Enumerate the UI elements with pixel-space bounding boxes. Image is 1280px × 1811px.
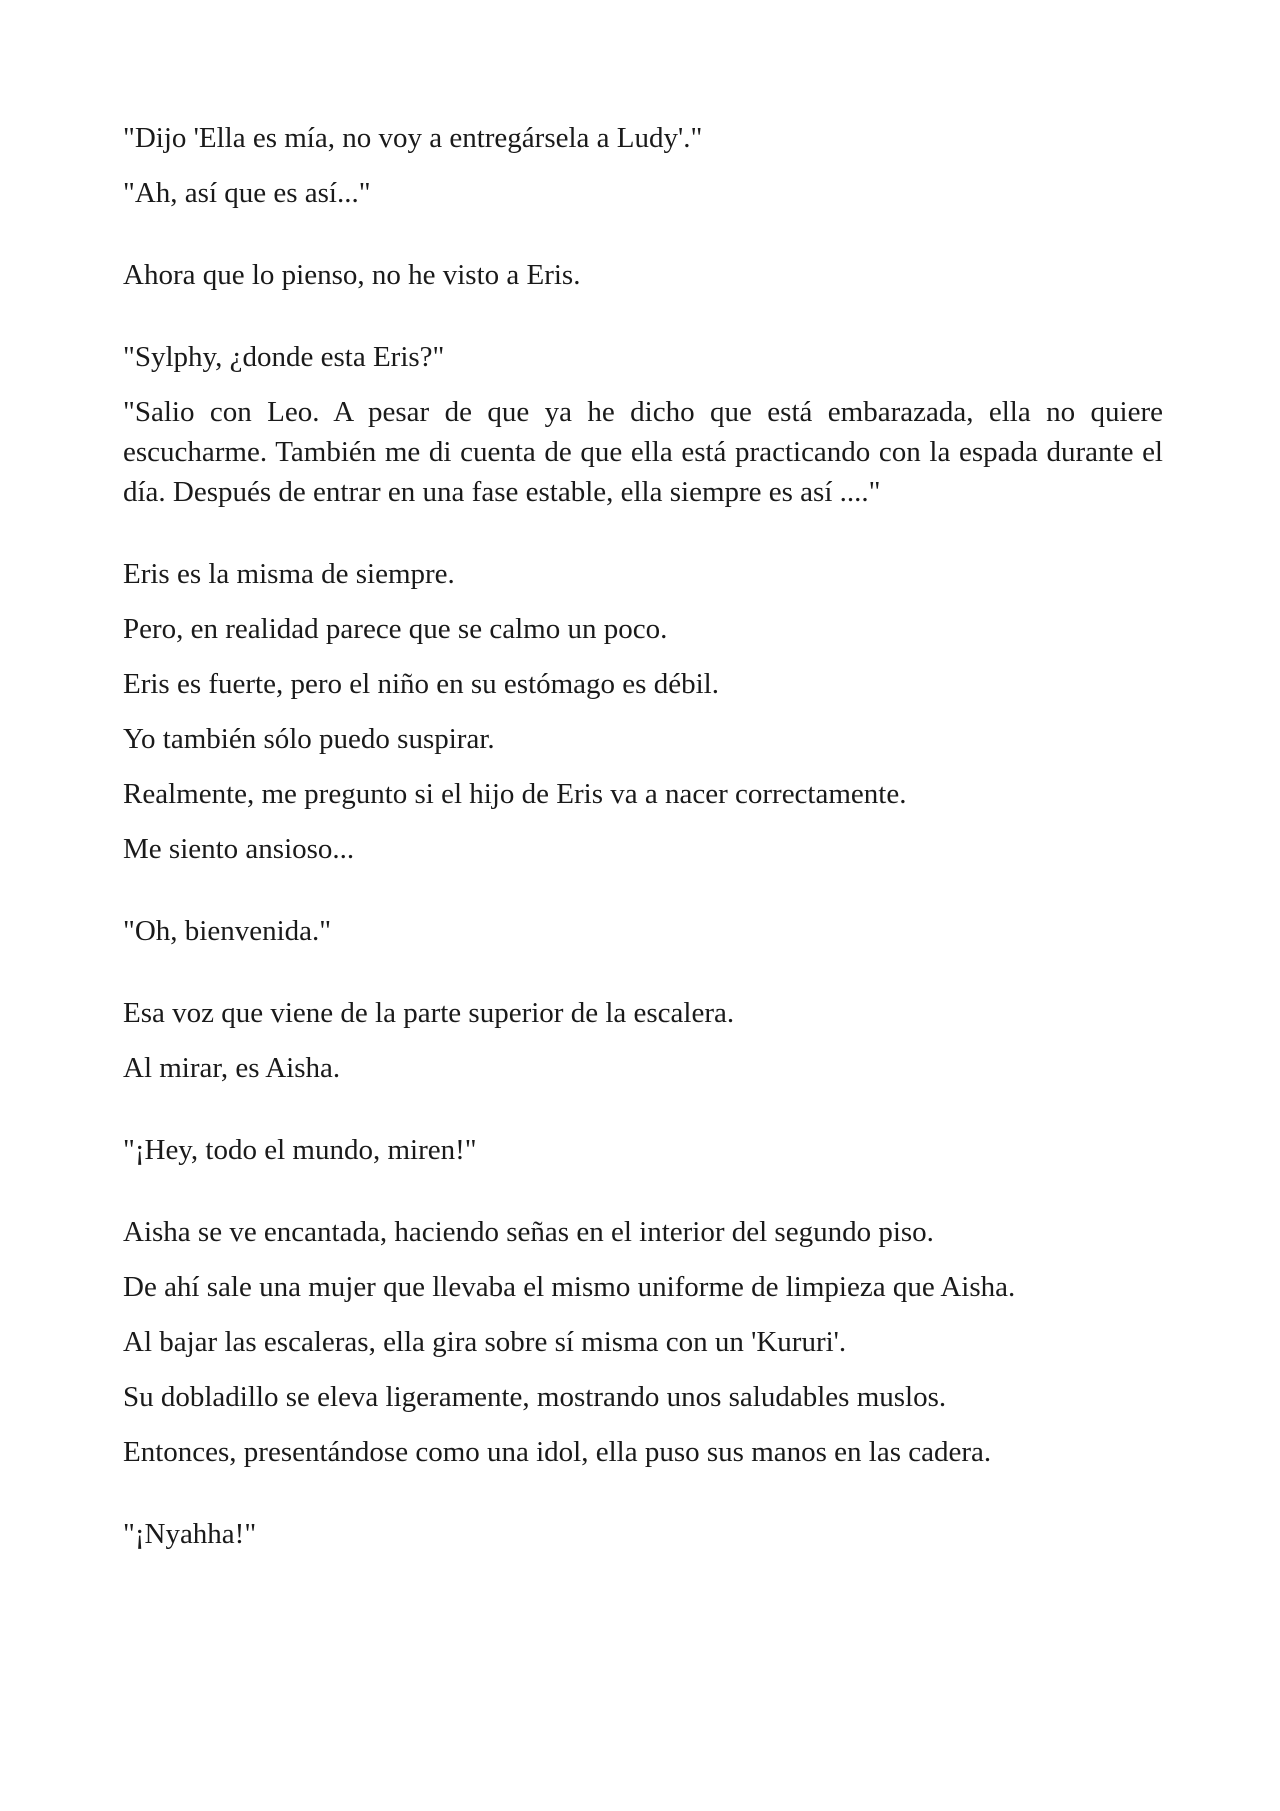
paragraph: Me siento ansioso... [123, 833, 355, 865]
paragraph: Eris es fuerte, pero el niño en su estómago es débil. [123, 668, 719, 700]
paragraph: Al bajar las escaleras, ella gira sobre sí misma con un 'Kururi'. [123, 1326, 847, 1358]
paragraph: "Salio con Leo. A pesar de que ya he dicho que está embarazada, ella no quiere escucharme. También me di cuenta de que ella está practicando con la espada durante el día. Después de entrar en una fase estable, ella siempre es así ...." [123, 396, 1163, 508]
paragraph: "¡Nyahha!" [123, 1518, 257, 1550]
paragraph: Ahora que lo pienso, no he visto a Eris. [123, 259, 581, 291]
paragraph: "¡Hey, todo el mundo, miren!" [123, 1134, 477, 1166]
paragraph: Aisha se ve encantada, haciendo señas en el interior del segundo piso. [123, 1216, 934, 1248]
paragraph: "Dijo 'Ella es mía, no voy a entregársela a Ludy'." [123, 122, 703, 154]
paragraph: Yo también sólo puedo suspirar. [123, 723, 495, 755]
paragraph: Pero, en realidad parece que se calmo un poco. [123, 613, 668, 645]
paragraph: Al mirar, es Aisha. [123, 1052, 341, 1084]
paragraph: "Oh, bienvenida." [123, 915, 332, 947]
paragraph: Realmente, me pregunto si el hijo de Eris va a nacer correctamente. [123, 778, 907, 810]
paragraph: Esa voz que viene de la parte superior de la escalera. [123, 997, 735, 1029]
paragraph: "Sylphy, ¿donde esta Eris?" [123, 341, 445, 373]
paragraph: Entonces, presentándose como una idol, ella puso sus manos en las cadera. [123, 1436, 992, 1468]
paragraph: "Ah, así que es así..." [123, 177, 371, 209]
paragraph: Su dobladillo se eleva ligeramente, mostrando unos saludables muslos. [123, 1381, 947, 1413]
paragraph: De ahí sale una mujer que llevaba el mismo uniforme de limpieza que Aisha. [123, 1271, 1016, 1303]
paragraph: Eris es la misma de siempre. [123, 558, 455, 590]
